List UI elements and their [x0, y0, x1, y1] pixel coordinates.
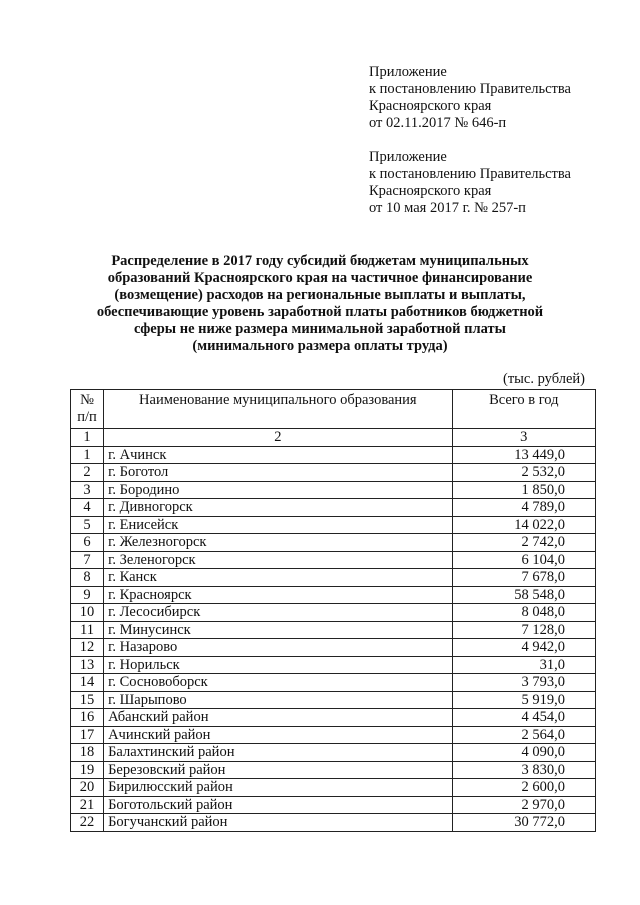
- appendix-date-line: от 02.11.2017 № 646-п: [369, 115, 507, 131]
- appendix-note-2: [369, 149, 571, 217]
- table-row: [71, 779, 596, 797]
- row-number: 18: [71, 744, 104, 762]
- table-row: [71, 761, 596, 779]
- table-row: [71, 744, 596, 762]
- municipality-name: Балахтинский район: [104, 744, 453, 762]
- table-row: [71, 569, 596, 587]
- annual-total: 4 090,0: [452, 744, 595, 762]
- row-number: 5: [71, 516, 104, 534]
- annual-total: 6 104,0: [452, 551, 595, 569]
- municipality-name: г. Зеленогорск: [104, 551, 453, 569]
- title-line: (возмещение) расходов на региональные выплаты и выплаты,: [114, 287, 526, 303]
- annual-total: 7 678,0: [452, 569, 595, 587]
- title-line: обеспечивающие уровень заработной платы работников бюджетной: [96, 304, 544, 320]
- municipality-name: Богучанский район: [104, 814, 453, 832]
- annual-total: 14 022,0: [452, 516, 595, 534]
- appendix-date-line: от 10 мая 2017 г. № 257-п: [369, 200, 526, 216]
- annual-total: 2 970,0: [452, 796, 595, 814]
- row-number: 1: [71, 446, 104, 464]
- row-number: 14: [71, 674, 104, 692]
- municipality-name: г. Красноярск: [104, 586, 453, 604]
- annual-total: 4 454,0: [452, 709, 595, 727]
- row-number: 7: [71, 551, 104, 569]
- annual-total: 30 772,0: [452, 814, 595, 832]
- appendix-line: к постановлению Правительства: [369, 166, 571, 182]
- municipality-name: г. Енисейск: [104, 516, 453, 534]
- table-row: [71, 516, 596, 534]
- annual-total: 1 850,0: [452, 481, 595, 499]
- annual-total: 4 942,0: [452, 639, 595, 657]
- municipality-name: г. Норильск: [104, 656, 453, 674]
- municipality-name: г. Боготол: [104, 464, 453, 482]
- municipality-name: г. Назарово: [104, 639, 453, 657]
- appendix-line: к постановлению Правительства: [369, 81, 571, 97]
- header-number: [71, 390, 104, 429]
- row-number: 19: [71, 761, 104, 779]
- annual-total: 2 600,0: [452, 779, 595, 797]
- table-row: [71, 586, 596, 604]
- row-number: 22: [71, 814, 104, 832]
- annual-total: 2 532,0: [452, 464, 595, 482]
- municipality-name: Боготольский район: [104, 796, 453, 814]
- row-number: 4: [71, 499, 104, 517]
- municipality-name: Бирилюсский район: [104, 779, 453, 797]
- municipality-name: г. Канск: [104, 569, 453, 587]
- appendix-note-1: [369, 64, 571, 132]
- appendix-line: Красноярского края: [369, 183, 492, 199]
- row-number: 20: [71, 779, 104, 797]
- table-row: [71, 814, 596, 832]
- appendix-line: Приложение: [369, 149, 447, 165]
- table-row: [71, 709, 596, 727]
- header-number-symbol: №: [80, 392, 94, 408]
- municipality-name: Абанский район: [104, 709, 453, 727]
- table-row: [71, 674, 596, 692]
- table-index-row: [71, 429, 596, 447]
- municipality-name: г. Дивногорск: [104, 499, 453, 517]
- table-row: [71, 604, 596, 622]
- table-row: [71, 551, 596, 569]
- row-number: 12: [71, 639, 104, 657]
- unit-label: (тыс. рублей): [503, 371, 585, 387]
- row-number: 6: [71, 534, 104, 552]
- municipality-name: г. Минусинск: [104, 621, 453, 639]
- annual-total: 2 564,0: [452, 726, 595, 744]
- table-row: [71, 481, 596, 499]
- row-number: 8: [71, 569, 104, 587]
- table-row: [71, 534, 596, 552]
- row-number: 11: [71, 621, 104, 639]
- municipality-name: Ачинский район: [104, 726, 453, 744]
- annual-total: 3 793,0: [452, 674, 595, 692]
- appendix-line: Приложение: [369, 64, 447, 80]
- table-row: [71, 446, 596, 464]
- header-name: Наименование муниципального образования: [104, 390, 453, 429]
- table-row: [71, 796, 596, 814]
- municipality-name: г. Бородино: [104, 481, 453, 499]
- row-number: 16: [71, 709, 104, 727]
- title-line: Распределение в 2017 году субсидий бюджетам муниципальных: [111, 253, 529, 269]
- table-row: [71, 726, 596, 744]
- annual-total: 4 789,0: [452, 499, 595, 517]
- title-line: образований Красноярского края на частичное финансирование: [107, 270, 533, 286]
- table-row: [71, 499, 596, 517]
- header-number-abbr: п/п: [77, 409, 97, 425]
- municipality-name: г. Железногорск: [104, 534, 453, 552]
- annual-total: 31,0: [452, 656, 595, 674]
- row-number: 13: [71, 656, 104, 674]
- document-title: [70, 253, 570, 355]
- row-number: 21: [71, 796, 104, 814]
- index-cell: 2: [104, 429, 453, 447]
- annual-total: 58 548,0: [452, 586, 595, 604]
- subsidy-table: [70, 389, 596, 832]
- row-number: 3: [71, 481, 104, 499]
- annual-total: 7 128,0: [452, 621, 595, 639]
- annual-total: 5 919,0: [452, 691, 595, 709]
- municipality-name: г. Сосновоборск: [104, 674, 453, 692]
- table-row: [71, 464, 596, 482]
- annual-total: 8 048,0: [452, 604, 595, 622]
- table-row: [71, 621, 596, 639]
- title-line: (минимального размера оплаты труда): [192, 338, 448, 354]
- row-number: 15: [71, 691, 104, 709]
- row-number: 10: [71, 604, 104, 622]
- annual-total: 3 830,0: [452, 761, 595, 779]
- row-number: 17: [71, 726, 104, 744]
- index-cell: 3: [452, 429, 595, 447]
- title-line: сферы не ниже размера минимальной заработной платы: [134, 321, 506, 337]
- row-number: 2: [71, 464, 104, 482]
- index-cell: 1: [71, 429, 104, 447]
- municipality-name: г. Шарыпово: [104, 691, 453, 709]
- table-row: [71, 639, 596, 657]
- municipality-name: Березовский район: [104, 761, 453, 779]
- table-row: [71, 691, 596, 709]
- municipality-name: г. Ачинск: [104, 446, 453, 464]
- table-row: [71, 656, 596, 674]
- annual-total: 2 742,0: [452, 534, 595, 552]
- header-total: Всего в год: [452, 390, 595, 429]
- appendix-line: Красноярского края: [369, 98, 492, 114]
- municipality-name: г. Лесосибирск: [104, 604, 453, 622]
- table-header-row: [71, 390, 596, 429]
- row-number: 9: [71, 586, 104, 604]
- annual-total: 13 449,0: [452, 446, 595, 464]
